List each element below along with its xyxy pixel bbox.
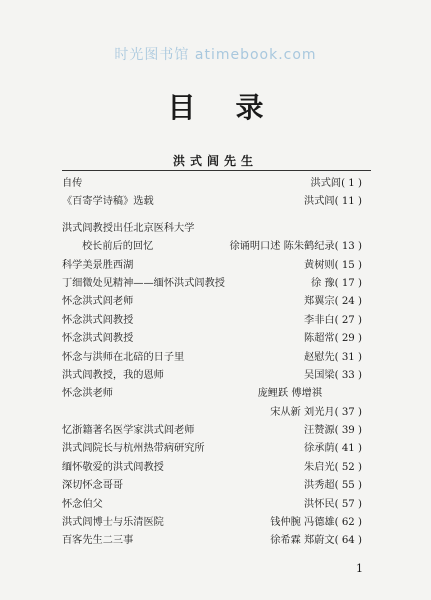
entry-title: 洪式闾博士与乐清医院 (62, 517, 164, 529)
entry-page: ( 31 ) (334, 351, 362, 363)
entry-author: 郑翼宗 (304, 296, 335, 308)
entry-author: 吴国梁 (304, 369, 335, 381)
entry-author: 庞鲤跃 傅增祺 (257, 388, 322, 400)
entry-title: 缅怀敬爱的洪式闾教授 (62, 461, 164, 473)
entry-author: 汪赞源 (304, 425, 335, 437)
entry-author: 洪式闾 (304, 196, 335, 208)
entry-title: 丁细微处见精神——缅怀洪式闾教授 (62, 277, 225, 289)
page-number: 1 (356, 562, 363, 575)
toc-list (62, 175, 362, 551)
toc-entry (62, 477, 362, 495)
toc-entry (62, 385, 362, 403)
entry-title: 科学美景胜西湖 (62, 259, 134, 271)
entry-title: 怀念洪式闾老师 (62, 296, 134, 308)
entry-title: 校长前后的回忆 (82, 241, 154, 253)
toc-entry (62, 459, 362, 477)
entry-title: 怀念洪老师 (62, 388, 113, 400)
entry-author: 徐希霖 郑蔚文 (270, 535, 335, 547)
entry-title: 怀念与洪师在北碚的日子里 (62, 351, 185, 363)
entry-title: 自传 (62, 178, 83, 189)
entry-author: 李非白 (304, 314, 335, 326)
toc-entry (62, 257, 362, 275)
entry-page: ( 24 ) (334, 296, 362, 308)
entry-page: ( 41 ) (334, 443, 362, 455)
toc-entry (62, 440, 362, 458)
entry-page: ( 1 ) (341, 178, 362, 189)
entry-title: 《百寄学诗稿》选载 (62, 196, 154, 208)
entry-author: 洪怀民 (304, 498, 335, 510)
entry-page: ( 27 ) (334, 314, 362, 326)
entry-title: 怀念洪式闾教授 (62, 314, 134, 326)
entry-author: 洪式闾 (310, 178, 342, 189)
entry-title: 洪式闾院长与杭州热带病研究所 (62, 443, 205, 455)
entry-page: ( 64 ) (334, 535, 362, 547)
watermark: 时光图书馆 atimebook.com (114, 47, 317, 63)
entry-title: 洪式闾教授，我的恩师 (62, 369, 164, 381)
entry-author: 徐诵明口述 陈朱鹤纪录 (229, 241, 335, 253)
entry-author: 宋从新 刘光月 (270, 406, 335, 418)
toc-entry (62, 312, 362, 330)
entry-page: ( 52 ) (334, 461, 362, 473)
entry-author: 钱仲腕 冯德雄 (270, 517, 335, 529)
entry-author: 洪秀超 (304, 480, 335, 492)
toc-entry (62, 175, 362, 193)
heading-rule (62, 170, 371, 171)
toc-entry (62, 496, 362, 514)
toc-entry (62, 367, 362, 385)
toc-entry (62, 238, 362, 256)
entry-author: 徐 豫 (310, 277, 335, 289)
entry-page: ( 37 ) (334, 406, 362, 418)
entry-page: ( 15 ) (334, 259, 362, 271)
toc-entry (62, 349, 362, 367)
entry-page: ( 11 ) (334, 196, 362, 208)
entry-title: 忆浙籍著名医学家洪式闾老师 (62, 425, 195, 437)
entry-page: ( 17 ) (334, 277, 362, 289)
entry-author: 陈超常 (304, 333, 335, 345)
entry-author: 赵慰先 (304, 351, 335, 363)
entry-title: 深切怀念哥哥 (62, 480, 124, 492)
entry-author: 徐承荫 (304, 443, 335, 455)
entry-page: ( 39 ) (334, 425, 362, 437)
entry-title: 洪式闾教授出任北京医科大学 (62, 222, 195, 234)
toc-entry (62, 404, 362, 422)
entry-page: ( 33 ) (334, 369, 362, 381)
toc-entry (62, 532, 362, 550)
toc-entry (62, 193, 362, 211)
toc-entry (62, 422, 362, 440)
entry-page: ( 29 ) (334, 333, 362, 345)
section-heading: 洪式闾先生 (172, 154, 258, 168)
entry-author: 黄树则 (304, 259, 335, 271)
entry-page: ( 62 ) (334, 517, 362, 529)
entry-title: 怀念洪式闾教授 (62, 333, 134, 345)
entry-page: ( 13 ) (334, 241, 362, 253)
entry-page: ( 55 ) (334, 480, 362, 492)
toc-entry (62, 330, 362, 348)
entry-page: ( 57 ) (334, 498, 362, 510)
toc-entry (62, 220, 362, 238)
entry-title: 怀念伯父 (62, 498, 103, 510)
entry-title: 百客先生二三事 (62, 535, 134, 547)
toc-entry (62, 275, 362, 293)
page-title: 目录 (167, 91, 304, 124)
toc-entry (62, 514, 362, 532)
entry-author: 朱启光 (304, 461, 335, 473)
toc-entry (62, 293, 362, 311)
